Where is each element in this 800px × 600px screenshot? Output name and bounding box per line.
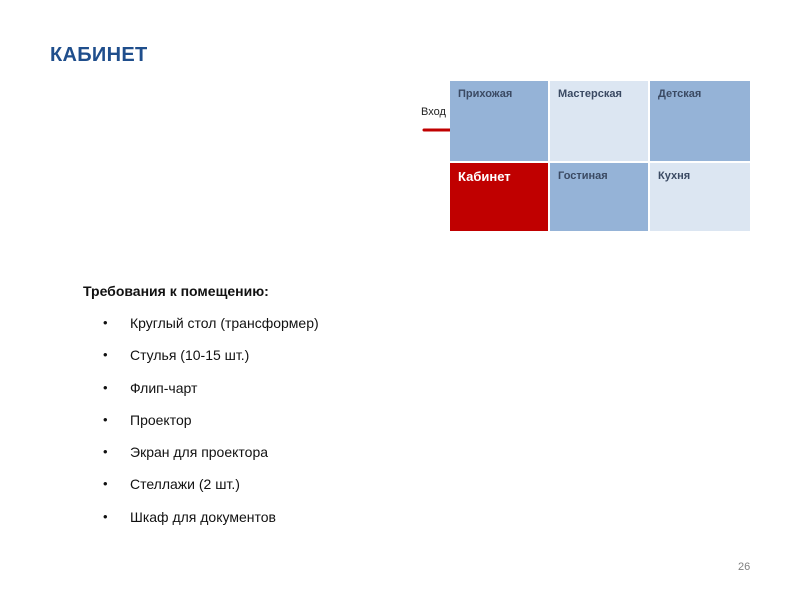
room-workshop — [550, 81, 650, 163]
room-label: Кабинет — [458, 169, 511, 184]
list-item-text: Флип-чарт — [130, 379, 198, 396]
room-label: Прихожая — [458, 88, 513, 100]
room-study-highlighted — [450, 163, 550, 231]
room-label: Мастерская — [558, 88, 622, 100]
bullet-icon: • — [103, 508, 108, 524]
requirements-heading: Требования к помещению: — [83, 283, 269, 299]
list-item-text: Шкаф для документов — [130, 508, 276, 525]
bullet-icon: • — [103, 347, 108, 363]
list-item-text: Проектор — [130, 411, 192, 428]
room-hallway — [450, 81, 550, 163]
bullet-icon: • — [103, 476, 108, 492]
list-item-text: Экран для проектора — [130, 444, 269, 461]
list-item-text: Стеллажи (2 шт.) — [130, 476, 240, 493]
list-item-text: Стулья (10-15 шт.) — [130, 347, 250, 364]
bullet-icon: • — [103, 444, 108, 460]
room-label: Кухня — [658, 170, 691, 182]
bullet-icon: • — [103, 411, 108, 427]
room-living-room — [550, 163, 650, 231]
slide-title: КАБИНЕТ — [50, 44, 148, 66]
entrance-label: Вход — [421, 106, 446, 118]
room-label: Детская — [658, 88, 702, 100]
bullet-icon: • — [103, 379, 108, 395]
page-number: 26 — [738, 561, 751, 573]
room-kitchen — [650, 163, 750, 231]
list-item-text: Круглый стол (трансформер) — [130, 315, 319, 331]
room-label: Гостиная — [558, 170, 608, 182]
room-nursery — [650, 81, 750, 163]
floor-plan — [450, 81, 750, 231]
bullet-icon: • — [103, 315, 108, 330]
